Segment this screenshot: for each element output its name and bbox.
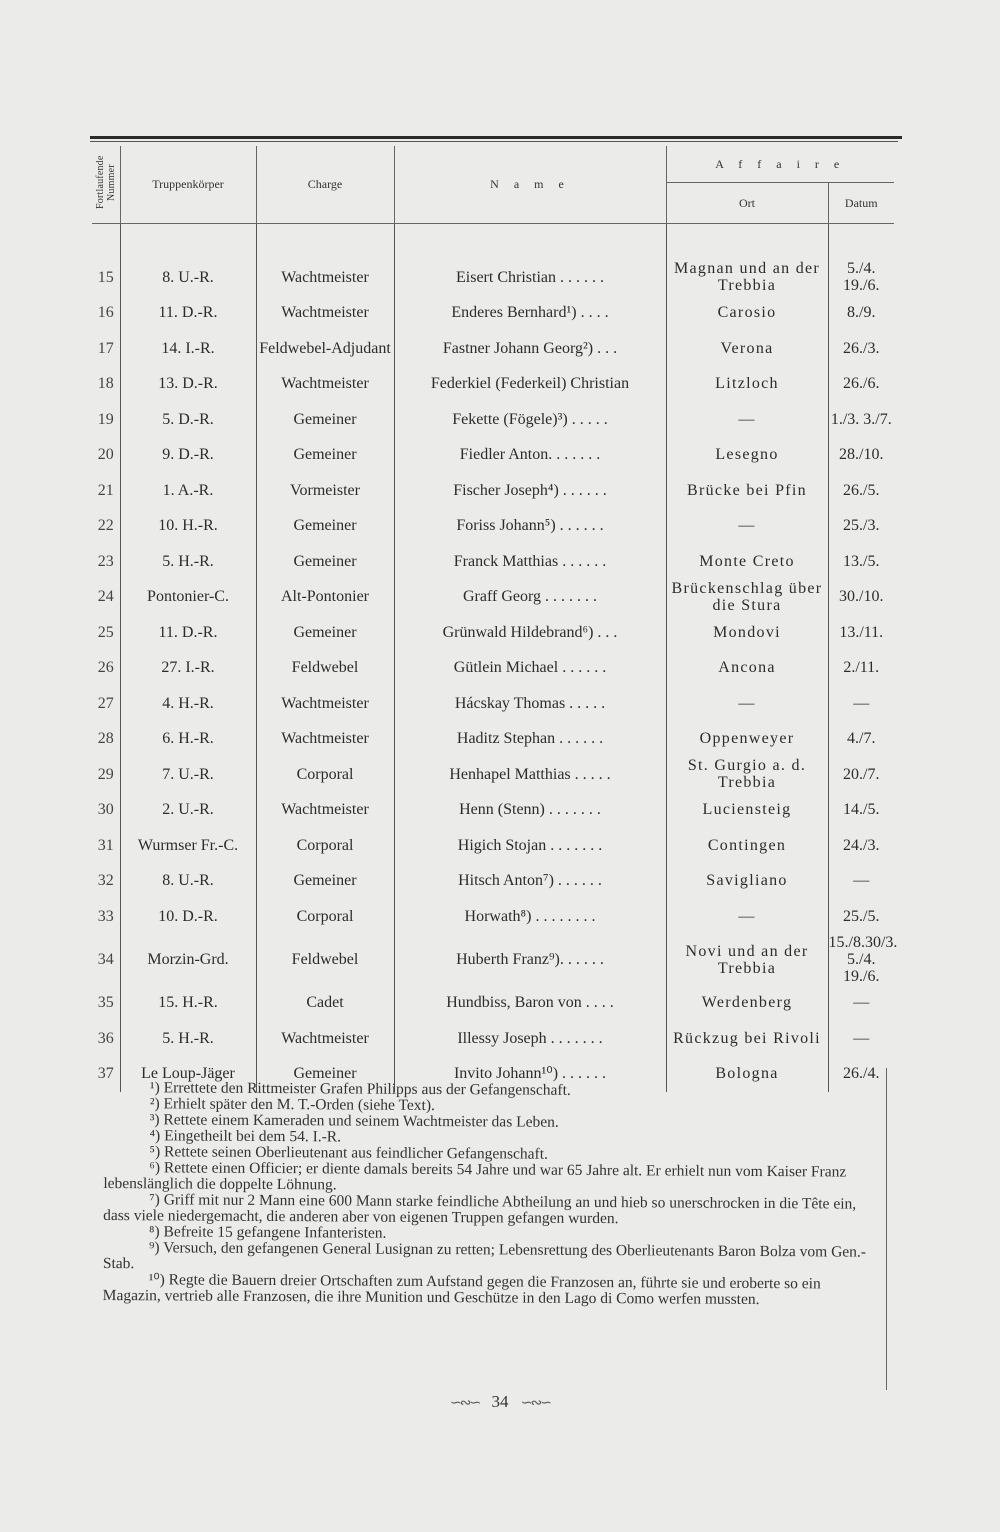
row-name: Huberth Franz⁹). . . . . . [394, 934, 666, 985]
row-ort: Contingen [666, 828, 828, 864]
row-datum: 26./5. [843, 481, 880, 499]
table-row [92, 828, 894, 864]
row-ort: Brücke bei Pfin [666, 473, 828, 509]
row-charge: Wachtmeister [256, 260, 394, 296]
row-charge: Corporal [256, 757, 394, 793]
row-number: 32 [92, 863, 120, 899]
row-charge: Gemeiner [256, 1056, 394, 1092]
header-charge: Charge [256, 146, 394, 224]
footnote-mark: ¹⁰) [148, 1271, 165, 1289]
footnote-mark: ¹) [149, 1079, 160, 1097]
table-row [92, 1021, 894, 1057]
footnote-text: Errettete den Rittmeister Grafen Philipps aus der Gefangenschaft. [163, 1079, 571, 1099]
table-row [92, 331, 894, 367]
row-ort: Savigliano [666, 863, 828, 899]
row-charge: Corporal [256, 899, 394, 935]
row-number: 29 [92, 757, 120, 793]
row-ort: — [666, 508, 828, 544]
row-number: 36 [92, 1021, 120, 1057]
row-truppenkoerper: 8. U.-R. [120, 863, 256, 899]
header-datum: Datum [828, 183, 894, 224]
row-name: Franck Matthias . . . . . . [394, 544, 666, 580]
row-name: Illessy Joseph . . . . . . . [394, 1021, 666, 1057]
row-datum: 13./11. [839, 623, 884, 641]
footnote-mark: ⁵) [149, 1143, 161, 1161]
table-row [92, 579, 894, 615]
row-charge: Corporal [256, 828, 394, 864]
table-row [92, 792, 894, 828]
row-truppenkoerper: 11. D.-R. [120, 615, 256, 651]
row-datum: — [853, 994, 870, 1012]
row-truppenkoerper: 14. I.-R. [120, 331, 256, 367]
page-footer [0, 1392, 1000, 1412]
row-name: Henhapel Matthias . . . . . [394, 757, 666, 793]
row-datum: 15./8.30/3. 5./4. 19./6. [828, 934, 898, 985]
page-number: 34 [491, 1392, 509, 1411]
row-truppenkoerper: 10. D.-R. [120, 899, 256, 935]
table-row [92, 757, 894, 793]
row-ort: Carosio [666, 295, 828, 331]
row-truppenkoerper: 11. D.-R. [120, 295, 256, 331]
row-ort: Litzloch [666, 366, 828, 402]
row-name: Invito Johann¹⁰) . . . . . . [394, 1056, 666, 1092]
row-charge: Gemeiner [256, 402, 394, 438]
row-ort: Oppenweyer [666, 721, 828, 757]
footnote-text: Erhielt später den M. T.-Orden (siehe Text). [163, 1095, 435, 1115]
row-truppenkoerper: 13. D.-R. [120, 366, 256, 402]
row-ort: Magnan und an der Trebbia [666, 260, 828, 296]
row-datum: — [853, 1029, 870, 1047]
row-name: Fekette (Fögele)³) . . . . . [394, 402, 666, 438]
row-truppenkoerper: 15. H.-R. [120, 985, 256, 1021]
table-row [92, 544, 894, 580]
header-truppenkoerper: Truppenkörper [120, 146, 256, 224]
row-name: Henn (Stenn) . . . . . . . [394, 792, 666, 828]
row-truppenkoerper: Morzin-Grd. [120, 934, 256, 985]
row-charge: Gemeiner [256, 615, 394, 651]
row-ort: Novi und an der Trebbia [666, 934, 828, 985]
row-ort: Mondovi [666, 615, 828, 651]
table-row [92, 721, 894, 757]
row-name: Hácskay Thomas . . . . . [394, 686, 666, 722]
row-truppenkoerper: 10. H.-R. [120, 508, 256, 544]
row-ort: Lesegno [666, 437, 828, 473]
row-truppenkoerper: Pontonier-C. [120, 579, 256, 615]
row-ort: Brückenschlag über die Stura [666, 579, 828, 615]
row-number: 35 [92, 985, 120, 1021]
row-truppenkoerper: 5. H.-R. [120, 544, 256, 580]
table-row [92, 295, 894, 331]
row-charge: Gemeiner [256, 544, 394, 580]
row-name: Hundbiss, Baron von . . . . [394, 985, 666, 1021]
row-charge: Feldwebel [256, 650, 394, 686]
row-charge: Gemeiner [256, 863, 394, 899]
row-number: 30 [92, 792, 120, 828]
footnote-mark: ⁷) [149, 1191, 160, 1209]
row-name: Higich Stojan . . . . . . . [394, 828, 666, 864]
row-datum: — [853, 872, 870, 890]
footnote-mark: ⁴) [149, 1127, 161, 1145]
row-number: 20 [92, 437, 120, 473]
row-datum: 4./7. [847, 730, 876, 748]
row-truppenkoerper: 6. H.-R. [120, 721, 256, 757]
table-row [92, 402, 894, 438]
row-truppenkoerper: 9. D.-R. [120, 437, 256, 473]
row-datum: 25./3. [843, 517, 880, 535]
row-datum: 2./11. [843, 659, 880, 677]
row-number: 27 [92, 686, 120, 722]
ornament-right-icon: ∽∾∽ [520, 1396, 550, 1411]
footnote-mark: ⁸) [149, 1223, 160, 1241]
row-ort: St. Gurgio a. d. Trebbia [666, 757, 828, 793]
footnote [103, 1272, 881, 1309]
row-name: Hitsch Anton⁷) . . . . . . [394, 863, 666, 899]
row-name: Gütlein Michael . . . . . . [394, 650, 666, 686]
table-row [92, 508, 894, 544]
row-number: 26 [92, 650, 120, 686]
footnote-text: Befreite 15 gefangene Infanteristen. [163, 1223, 387, 1242]
row-charge: Feldwebel-Adjudant [256, 331, 394, 367]
row-datum: 13./5. [843, 552, 880, 570]
row-number: 37 [92, 1056, 120, 1092]
row-name: Enderes Bernhard¹) . . . . [394, 295, 666, 331]
row-ort: Ancona [666, 650, 828, 686]
footnote-text: Regte die Bauern dreier Ortschaften zum Aufstand gegen die Franzosen an, führte sie und eroberte so ein Magazin, vertrieb alle Franzosen, die ihre Munition und Geschütze in den Lago di Como werfen mussten. [102, 1271, 821, 1309]
row-ort: Monte Creto [666, 544, 828, 580]
row-name: Haditz Stephan . . . . . . [394, 721, 666, 757]
row-truppenkoerper: 7. U.-R. [120, 757, 256, 793]
row-charge: Wachtmeister [256, 295, 394, 331]
row-datum: 14./5. [843, 801, 880, 819]
row-truppenkoerper: 4. H.-R. [120, 686, 256, 722]
row-number: 24 [92, 579, 120, 615]
row-number: 25 [92, 615, 120, 651]
row-datum: 5./4. 19./6. [843, 260, 880, 295]
table-row [92, 260, 894, 296]
row-charge: Wachtmeister [256, 792, 394, 828]
row-name: Horwath⁸) . . . . . . . . [394, 899, 666, 935]
row-truppenkoerper: Le Loup-Jäger [120, 1056, 256, 1092]
footnote-text: Versuch, den gefangenen General Lusignan zu retten; Lebensrettung des Oberlieutenants Baron Bolza vom Gen.-Stab. [102, 1239, 867, 1273]
row-charge: Wachtmeister [256, 721, 394, 757]
table-row [92, 934, 894, 985]
footnotes [103, 1080, 882, 1309]
row-ort: Verona [666, 331, 828, 367]
row-ort: — [666, 899, 828, 935]
table-row [92, 473, 894, 509]
row-truppenkoerper: 2. U.-R. [120, 792, 256, 828]
row-name: Federkiel (Federkeil) Christian [394, 366, 666, 402]
row-datum: 26./6. [843, 375, 880, 393]
row-datum: — [853, 694, 870, 712]
row-truppenkoerper: 5. H.-R. [120, 1021, 256, 1057]
row-name: Fastner Johann Georg²) . . . [394, 331, 666, 367]
row-datum: 25./5. [843, 907, 880, 925]
row-number: 31 [92, 828, 120, 864]
footnote-rule [886, 1068, 887, 1390]
register-table [92, 146, 898, 1092]
row-truppenkoerper: 27. I.-R. [120, 650, 256, 686]
footnote-text: Rettete seinen Oberlieutenant aus feindlicher Gefangenschaft. [163, 1143, 548, 1163]
header-name: N a m e [394, 146, 666, 224]
row-charge: Gemeiner [256, 508, 394, 544]
row-truppenkoerper: 1. A.-R. [120, 473, 256, 509]
header-nr: Fortlaufende Nummer [92, 146, 120, 224]
row-charge: Alt-Pontonier [256, 579, 394, 615]
row-charge: Gemeiner [256, 437, 394, 473]
footnote-mark: ⁹) [148, 1239, 160, 1257]
row-ort: Rückzug bei Rivoli [666, 1021, 828, 1057]
row-number: 23 [92, 544, 120, 580]
top-rule-thin [90, 141, 898, 142]
row-number: 34 [92, 934, 120, 985]
table-row [92, 615, 894, 651]
row-charge: Feldwebel [256, 934, 394, 985]
row-ort: Luciensteig [666, 792, 828, 828]
row-datum: 28./10. [839, 446, 884, 464]
row-datum: 20./7. [843, 765, 880, 783]
row-number: 15 [92, 260, 120, 296]
row-datum: 26./4. [843, 1065, 880, 1083]
row-number: 18 [92, 366, 120, 402]
table-row [92, 985, 894, 1021]
ornament-left-icon: ∽∾∽ [450, 1396, 480, 1411]
table-row [92, 366, 894, 402]
row-datum: 24./3. [843, 836, 880, 854]
table-row [92, 686, 894, 722]
row-charge: Wachtmeister [256, 1021, 394, 1057]
row-name: Grünwald Hildebrand⁶) . . . [394, 615, 666, 651]
row-truppenkoerper: 5. D.-R. [120, 402, 256, 438]
row-datum: 1./3. 3./7. [830, 410, 892, 428]
row-number: 16 [92, 295, 120, 331]
row-truppenkoerper: Wurmser Fr.-C. [120, 828, 256, 864]
row-name: Foriss Johann⁵) . . . . . . [394, 508, 666, 544]
row-number: 21 [92, 473, 120, 509]
footnote-text: Griff mit nur 2 Mann eine 600 Mann starke feindliche Abtheilung an und hieb so unerschrocken in die Tête ein, dass viele niedergemacht, die anderen aber von eigenen Truppen gefangen wurden. [103, 1191, 857, 1228]
row-ort: Werdenberg [666, 985, 828, 1021]
row-number: 22 [92, 508, 120, 544]
row-number: 19 [92, 402, 120, 438]
row-name: Graff Georg . . . . . . . [394, 579, 666, 615]
footnote-mark: ²) [149, 1095, 160, 1113]
row-truppenkoerper: 8. U.-R. [120, 260, 256, 296]
footnote-text: Rettete einen Officier; er diente damals bereits 54 Jahre und war 65 Jahre alt. Er erhielt nun vom Kaiser Franz lebenslänglich die doppelte Löhnung. [103, 1159, 847, 1194]
row-name: Eisert Christian . . . . . . [394, 260, 666, 296]
footnote-mark: ⁶) [149, 1159, 161, 1177]
footnote-text: Rettete einem Kameraden und seinem Wachtmeister das Leben. [163, 1111, 559, 1131]
row-charge: Wachtmeister [256, 366, 394, 402]
table-row [92, 863, 894, 899]
row-datum: 26./3. [843, 339, 880, 357]
row-number: 33 [92, 899, 120, 935]
row-ort: — [666, 402, 828, 438]
row-ort: — [666, 686, 828, 722]
table-row [92, 437, 894, 473]
header-affaire: A f f a i r e [666, 146, 894, 183]
row-number: 28 [92, 721, 120, 757]
row-datum: 30./10. [839, 588, 884, 606]
footnote-mark: ³) [149, 1111, 160, 1129]
row-number: 17 [92, 331, 120, 367]
row-datum: 8./9. [847, 304, 876, 322]
row-name: Fiedler Anton. . . . . . . [394, 437, 666, 473]
header-ort: Ort [666, 183, 828, 224]
row-ort: Bologna [666, 1056, 828, 1092]
table-row [92, 899, 894, 935]
table-row [92, 650, 894, 686]
row-charge: Wachtmeister [256, 686, 394, 722]
footnote-text: Eingetheilt bei dem 54. I.-R. [164, 1127, 342, 1146]
row-name: Fischer Joseph⁴) . . . . . . [394, 473, 666, 509]
row-charge: Cadet [256, 985, 394, 1021]
row-charge: Vormeister [256, 473, 394, 509]
top-rule [90, 136, 902, 139]
